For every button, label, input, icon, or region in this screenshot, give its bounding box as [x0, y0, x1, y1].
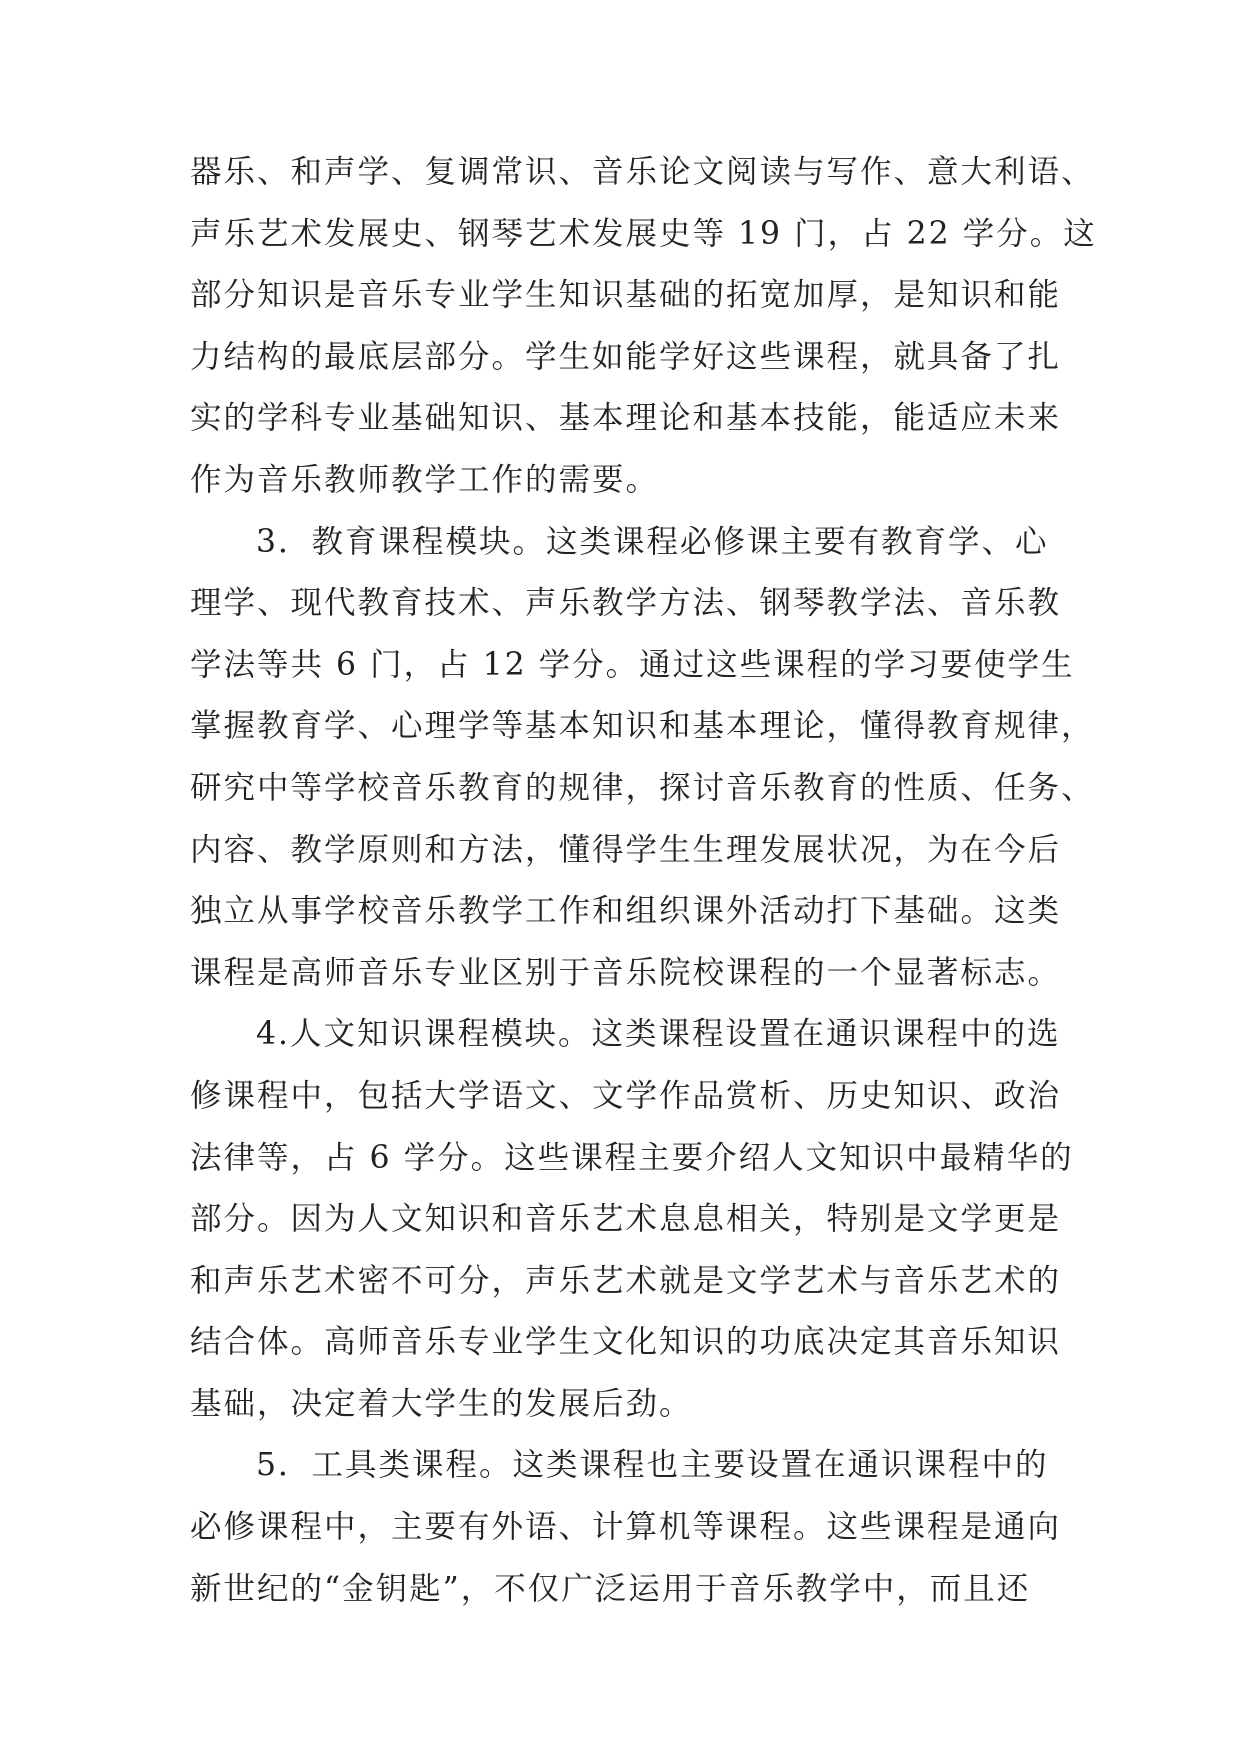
- text-line: 器乐、和声学、复调常识、音乐论文阅读与写作、意大利语、: [190, 154, 1095, 190]
- text-line: 课程是高师音乐专业区别于音乐院校课程的一个显著标志。: [190, 954, 1062, 991]
- text-line: 声乐艺术发展史、钢琴艺术发展史等 19 门，占 22 学分。这: [190, 215, 1097, 252]
- text-line: 部分。因为人文知识和音乐艺术息息相关，特别是文学更是: [190, 1201, 1062, 1238]
- text-line: 理学、现代教育技术、声乐教学方法、钢琴教学法、音乐教: [190, 585, 1062, 622]
- text-line: 3．教育课程模块。这类课程必修课主要有教育学、心: [256, 523, 1049, 560]
- text-line: 作为音乐教师教学工作的需要。: [190, 461, 660, 498]
- text-line: 修课程中，包括大学语文、文学作品赏析、历史知识、政治: [190, 1077, 1062, 1114]
- text-line: 学法等共 6 门，占 12 学分。通过这些课程的学习要使学生: [190, 646, 1075, 683]
- text-line: 研究中等学校音乐教育的规律，探讨音乐教育的性质、任务、: [190, 769, 1095, 806]
- text-line: 必修课程中，主要有外语、计算机等课程。这些课程是通向: [190, 1509, 1062, 1546]
- text-line: 力结构的最底层部分。学生如能学好这些课程，就具备了扎: [190, 338, 1062, 375]
- text-line: 掌握教育学、心理学等基本知识和基本理论，懂得教育规律，: [190, 708, 1095, 745]
- text-line: 4.人文知识课程模块。这类课程设置在通识课程中的选: [256, 1016, 1061, 1053]
- text-line: 结合体。高师音乐专业学生文化知识的功底决定其音乐知识: [190, 1324, 1062, 1361]
- text-line: 5．工具类课程。这类课程也主要设置在通识课程中的: [256, 1447, 1049, 1484]
- text-line: 内容、教学原则和方法，懂得学生生理发展状况，为在今后: [190, 831, 1062, 868]
- text-line: 新世纪的“金钥匙”，不仅广泛运用于音乐教学中，而且还: [190, 1570, 1031, 1607]
- text-line: 法律等，占 6 学分。这些课程主要介绍人文知识中最精华的: [190, 1139, 1074, 1176]
- text-line: 部分知识是音乐专业学生知识基础的拓宽加厚，是知识和能: [190, 277, 1062, 314]
- text-line: 和声乐艺术密不可分，声乐艺术就是文学艺术与音乐艺术的: [190, 1262, 1062, 1299]
- text-line: 基础，决定着大学生的发展后劲。: [190, 1385, 693, 1422]
- text-line: 实的学科专业基础知识、基本理论和基本技能，能适应未来: [190, 400, 1062, 437]
- body-text: [190, 142, 1097, 1620]
- text-line: 独立从事学校音乐教学工作和组织课外活动打下基础。这类: [190, 893, 1062, 930]
